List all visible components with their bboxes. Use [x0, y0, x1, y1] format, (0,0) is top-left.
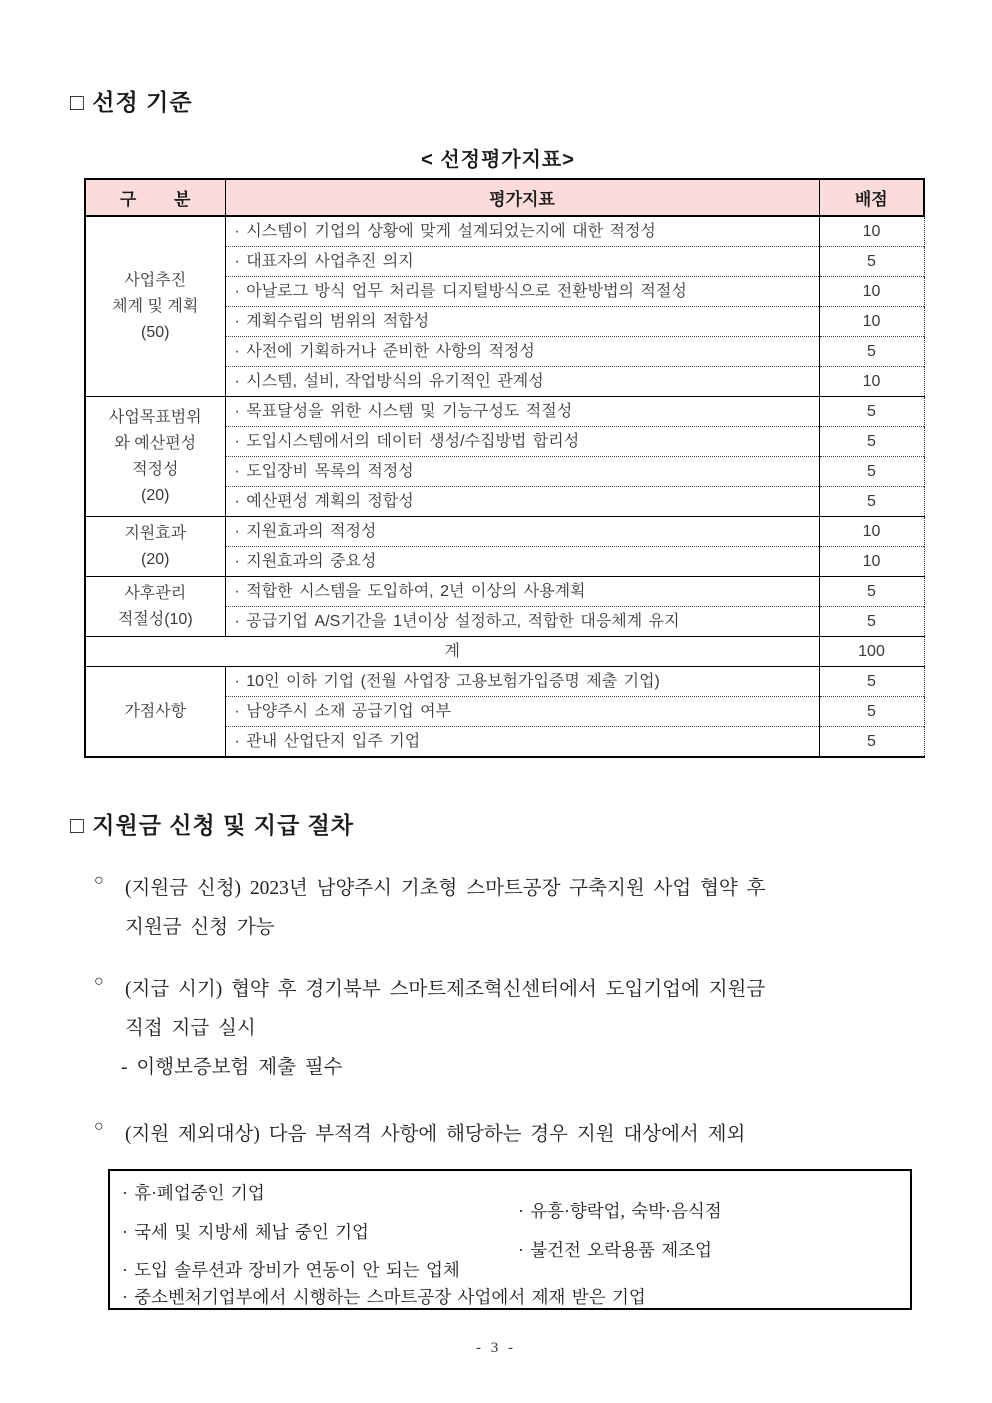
evaluation-table-body [85, 216, 924, 757]
category-line: 체계 및 계획 [112, 297, 199, 315]
indicator-cell: · 도입장비 목록의 적정성 [225, 457, 819, 487]
points-cell: 5 [819, 727, 924, 758]
column-header-indicator: 평가지표 [225, 179, 819, 216]
category-cell-group-4 [85, 577, 225, 637]
bullet-content [125, 869, 926, 947]
points-cell: 5 [819, 427, 924, 457]
indicator-cell: · 10인 이하 기업 (전월 사업장 고용보험가입증명 제출 기업) [225, 667, 819, 697]
procedure-heading: □ 지원금 신청 및 지급 절차 [70, 812, 355, 838]
table-row [85, 517, 924, 547]
category-cell-group-2 [85, 397, 225, 517]
indicator-cell: · 시스템이 기업의 상황에 맞게 설계되었는지에 대한 적정성 [225, 216, 819, 247]
exclusion-item: · 유흥·향락업, 숙박·음식점 [518, 1201, 722, 1221]
selection-criteria-heading: □ 선정 기준 [70, 89, 193, 115]
points-cell: 5 [819, 337, 924, 367]
category-line: 사업목표범위 [108, 408, 202, 426]
bullet-line: 직접 지급 실시 [125, 1018, 256, 1039]
category-line: (50) [141, 323, 170, 341]
indicator-cell: · 대표자의 사업추진 의지 [225, 247, 819, 277]
points-cell: 10 [819, 307, 924, 337]
column-header-points: 배점 [819, 179, 924, 216]
bullet-sub-line: - 이행보증보험 제출 필수 [121, 1057, 343, 1078]
indicator-cell: · 아날로그 방식 업무 처리를 디지털방식으로 전환방법의 적절성 [225, 277, 819, 307]
table-header-row [85, 179, 924, 216]
bullet-item [70, 1115, 926, 1154]
category-cell-group-1 [85, 216, 225, 397]
procedure-bullets [70, 869, 926, 1154]
indicator-cell: · 지원효과의 중요성 [225, 547, 819, 577]
indicator-cell: · 관내 산업단지 입주 기업 [225, 727, 819, 758]
bullet-circle-icon: ○ [94, 1118, 104, 1135]
indicator-cell: · 공급기업 A/S기간을 1년이상 설정하고, 적합한 대응체계 유지 [225, 607, 819, 637]
exclusion-item-full: · 중소벤처기업부에서 시행하는 스마트공장 사업에서 제재 받은 기업 [122, 1287, 646, 1307]
bullet-item [70, 869, 926, 947]
points-cell: 5 [819, 397, 924, 427]
category-line: 사후관리 [124, 584, 187, 602]
total-label-cell: 계 [85, 637, 819, 667]
bullet-content [121, 970, 926, 1087]
points-cell: 10 [819, 216, 924, 247]
indicator-cell: · 사전에 기획하거나 준비한 사항의 적정성 [225, 337, 819, 367]
bullet-line: (지급 시기) 협약 후 경기북부 스마트제조혁신센터에서 도입기업에 지원금 [125, 979, 766, 1000]
points-cell: 5 [819, 577, 924, 607]
table-row [85, 577, 924, 607]
exclusion-item: · 국세 및 지방세 체납 중인 기업 [122, 1221, 369, 1242]
points-cell: 10 [819, 367, 924, 397]
column-header-category: 구 분 [85, 179, 225, 216]
exclusion-box [108, 1169, 912, 1310]
category-line: 적절성(10) [117, 610, 193, 628]
indicator-cell: · 예산편성 계획의 정합성 [225, 487, 819, 517]
bullet-line: (지원 제외대상) 다음 부적격 사항에 해당하는 경우 지원 대상에서 제외 [125, 1124, 746, 1145]
category-cell-bonus [85, 667, 225, 758]
bullet-circle-icon: ○ [94, 973, 104, 990]
bullet-item [70, 970, 926, 1087]
bullet-content [125, 1115, 926, 1154]
table-row [85, 667, 924, 697]
category-line: 사업추진 [124, 271, 187, 289]
exclusion-item: · 휴·폐업중인 기업 [122, 1183, 265, 1203]
indicator-cell: · 남양주시 소재 공급기업 여부 [225, 697, 819, 727]
indicator-cell: · 지원효과의 적정성 [225, 517, 819, 547]
points-cell: 10 [819, 277, 924, 307]
exclusion-item: · 도입 솔루션과 장비가 연동이 안 되는 업체 [122, 1260, 460, 1280]
indicator-cell: · 적합한 시스템을 도입하여, 2년 이상의 사용계획 [225, 577, 819, 607]
indicator-cell: · 시스템, 설비, 작업방식의 유기적인 관계성 [225, 367, 819, 397]
points-cell: 5 [819, 457, 924, 487]
bullet-line: (지원금 신청) 2023년 남양주시 기초형 스마트공장 구축지원 사업 협약 후 [125, 878, 766, 899]
category-line: 와 예산편성 [114, 434, 197, 452]
category-line: (20) [141, 486, 170, 504]
points-cell: 10 [819, 517, 924, 547]
points-cell: 5 [819, 607, 924, 637]
points-cell: 5 [819, 667, 924, 697]
bullet-circle-icon: ○ [94, 872, 104, 889]
points-cell: 10 [819, 547, 924, 577]
table-row [85, 216, 924, 247]
evaluation-table [84, 178, 925, 758]
points-cell: 5 [819, 247, 924, 277]
indicator-cell: · 계획수립의 범위의 적합성 [225, 307, 819, 337]
category-line: 지원효과 [124, 524, 187, 542]
page-number: - 3 - [476, 1340, 516, 1356]
bullet-line: 지원금 신청 가능 [125, 917, 275, 938]
points-cell: 5 [819, 697, 924, 727]
evaluation-table-title: < 선정평가지표> [421, 149, 575, 171]
points-cell: 5 [819, 487, 924, 517]
indicator-cell: · 목표달성을 위한 시스템 및 기능구성도 적절성 [225, 397, 819, 427]
category-line: 가점사항 [124, 702, 187, 720]
table-row [85, 397, 924, 427]
category-cell-group-3 [85, 517, 225, 577]
total-points-cell: 100 [819, 637, 924, 667]
indicator-cell: · 도입시스템에서의 데이터 생성/수집방법 합리성 [225, 427, 819, 457]
table-total-row [85, 637, 924, 667]
exclusion-item: · 불건전 오락용품 제조업 [518, 1240, 713, 1260]
category-line: (20) [141, 550, 170, 568]
category-line: 적정성 [132, 460, 179, 478]
